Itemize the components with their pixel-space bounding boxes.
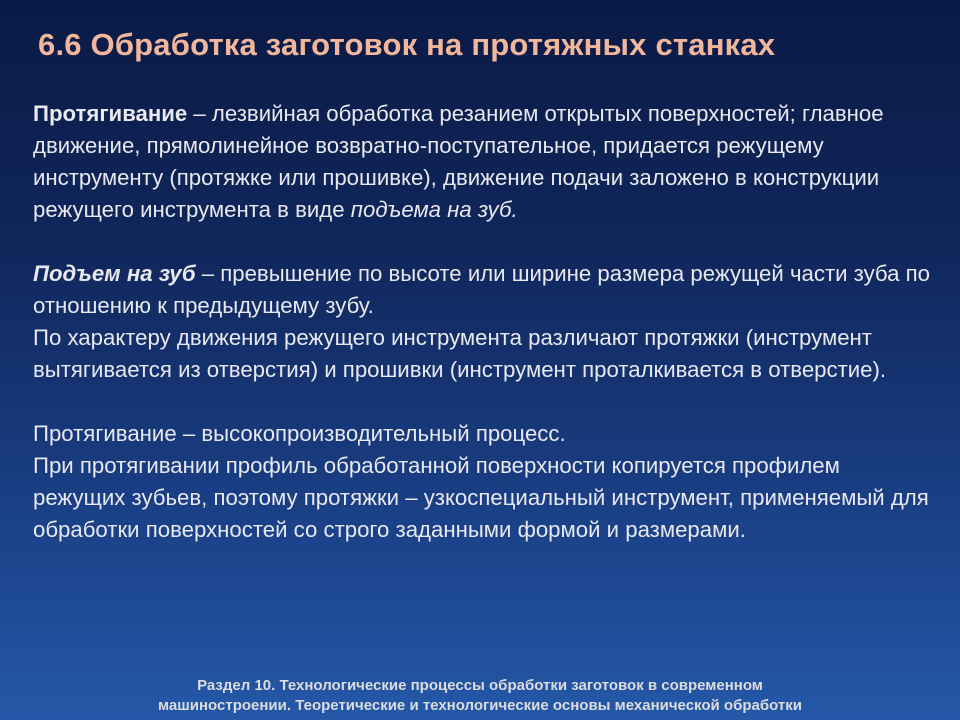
paragraph-tool-types: По характеру движения режущего инструмента различают протяжки (инструмент вытягивается из отверстия) и прошивки (инструмент проталкивается в отверстие). [33, 325, 887, 382]
term-broaching: Протягивание [33, 101, 188, 126]
definition-broaching-text: – лезвийная обработка резанием открытых поверхностей; главное движение, прямолинейное возвратно-поступательное, придается режущему инструменту (протяжке или прошивке), движение подачи заложено в конструкции режущего инструмента в виде [33, 101, 884, 222]
definition-broaching [33, 98, 933, 226]
term-rise-per-tooth: Подъем на зуб [33, 261, 196, 286]
paragraph-productivity: Протягивание – высокопроизводительный процесс. [33, 421, 566, 446]
definition-rise-per-tooth [33, 258, 933, 322]
slide-body [33, 98, 933, 546]
paragraph-profile-copy: При протягивании профиль обработанной поверхности копируется профилем режущих зубьев, поэтому протяжки – узкоспециальный инструмент, применяемый для обработки поверхностей со строго заданными формой и размерами. [33, 453, 929, 542]
footer-line-1: Раздел 10. Технологические процессы обработки заготовок в современном [197, 677, 763, 694]
term-rise-per-tooth-emphasis: подъема на зуб. [350, 197, 518, 222]
spacer [33, 386, 933, 418]
slide-footer [0, 676, 960, 720]
spacer [33, 226, 933, 258]
slide-title: 6.6 Обработка заготовок на протяжных станках [38, 27, 776, 62]
footer-line-2: машиностроении. Теоретические и технологические основы механической обработки [158, 697, 802, 714]
definition-rise-per-tooth-text: – превышение по высоте или ширине размера режущей части зуба по отношению к предыдущему зубу. [33, 261, 930, 318]
